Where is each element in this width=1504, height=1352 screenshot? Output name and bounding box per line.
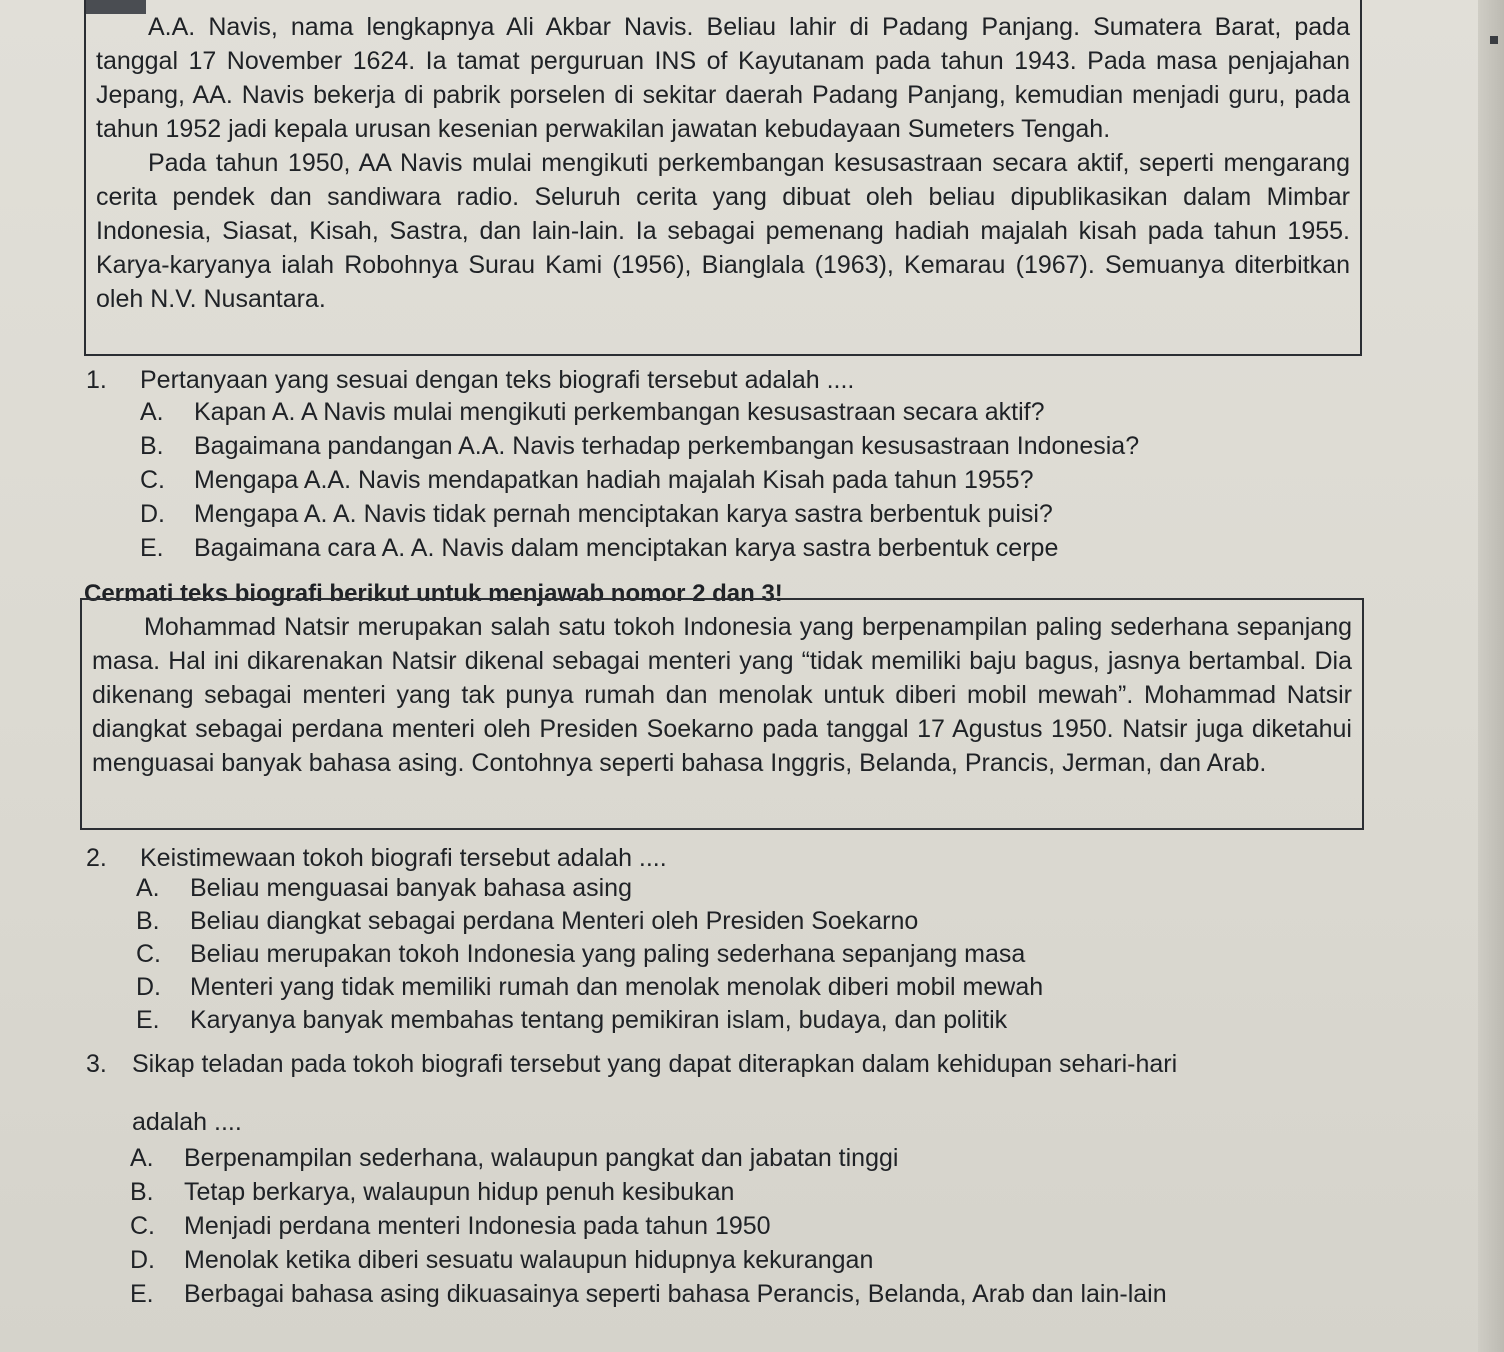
q2-option-d-letter: D. [136,973,161,1001]
edge-mark [1490,36,1498,44]
q3-option-d[interactable] [130,1244,873,1277]
q2-option-e-text: Karyanya banyak membahas tentang pemikiran islam, budaya, dan politik [190,1006,1008,1034]
q2-option-a-letter: A. [136,874,160,902]
q3-option-a-text: Berpenampilan sederhana, walaupun pangkat dan jabatan tinggi [184,1144,899,1172]
q3-option-c[interactable] [130,1210,771,1243]
question-3-text-line-2: adalah .... [132,1108,242,1136]
q1-option-c-text: Mengapa A.A. Navis mendapatkan hadiah majalah Kisah pada tahun 1955? [194,466,1034,494]
question-1-text: Pertanyaan yang sesuai dengan teks biografi tersebut adalah .... [140,366,855,394]
q2-option-c-letter: C. [136,940,161,968]
q3-option-d-letter: D. [130,1246,155,1274]
q3-option-a[interactable] [130,1142,898,1175]
page-edge [1478,0,1504,1352]
question-3-text: Sikap teladan pada tokoh biografi tersebut yang dapat diterapkan dalam kehidupan sehari-hari [132,1050,1178,1078]
q3-option-d-text: Menolak ketika diberi sesuatu walaupun hidupnya kekurangan [184,1246,874,1274]
q1-option-d-letter: D. [140,500,165,528]
question-2 [86,842,667,875]
q2-option-d[interactable] [136,971,1043,1004]
question-2-number: 2. [86,844,107,872]
q3-option-c-letter: C. [130,1212,155,1240]
q3-option-b-text: Tetap berkarya, walaupun hidup penuh kesibukan [184,1178,735,1206]
q3-option-b[interactable] [130,1176,734,1209]
q1-option-d-text: Mengapa A. A. Navis tidak pernah menciptakan karya sastra berbentuk puisi? [194,500,1053,528]
q2-option-a[interactable] [136,872,632,905]
question-1-number: 1. [86,366,107,394]
q2-option-d-text: Menteri yang tidak memiliki rumah dan menolak menolak diberi mobil mewah [190,973,1044,1001]
q1-option-a[interactable] [140,396,1044,429]
question-3 [86,1048,1177,1081]
q1-option-e[interactable] [140,532,1058,565]
question-1 [86,364,854,397]
q2-option-e[interactable] [136,1004,1007,1037]
q3-option-c-text: Menjadi perdana menteri Indonesia pada tahun 1950 [184,1212,771,1240]
navis-paragraph-1: A.A. Navis, nama lengkapnya Ali Akbar Navis. Beliau lahir di Padang Panjang. Sumatera Barat, pada tanggal 17 November 1624. Ia tamat perguruan INS of Kayutanam pada tahun 1943. Pada masa penjajahan Jepang, AA. Navis bekerja di pabrik porselen di sekitar daerah Padang Panjang, kemudian menjadi guru, pada tahun 1952 jadi kepala urusan kesenian perwakilan jawatan kebudayaan Sumeters Tengah. [96,13,1350,143]
q1-option-c[interactable] [140,464,1034,497]
q3-option-e-letter: E. [130,1280,154,1308]
q1-option-d[interactable] [140,498,1053,531]
question-2-text: Keistimewaan tokoh biografi tersebut adalah .... [140,844,667,872]
q1-option-e-text: Bagaimana cara A. A. Navis dalam menciptakan karya sastra berbentuk cerpe [194,534,1059,562]
q1-option-b[interactable] [140,430,1139,463]
q1-option-a-text: Kapan A. A Navis mulai mengikuti perkembangan kesusastraan secara aktif? [194,398,1045,426]
q2-option-c-text: Beliau merupakan tokoh Indonesia yang paling sederhana sepanjang masa [190,940,1026,968]
instruction-heading: Cermati teks biografi berikut untuk menjawab nomor 2 dan 3! [84,580,783,607]
natsir-paragraph: Mohammad Natsir merupakan salah satu tokoh Indonesia yang berpenampilan paling sederhana sepanjang masa. Hal ini dikarenakan Natsir dikenal sebagai menteri yang “tidak memiliki baju bagus, jasnya bertambal. Dia dikenang sebagai menteri yang tak punya rumah dan menolak untuk diberi mobil mewah”. Mohammad Natsir diangkat sebagai perdana menteri oleh Presiden Soekarno pada tanggal 17 Agustus 1950. Natsir juga diketahui menguasai banyak bahasa asing. Contohnya seperti bahasa Inggris, Belanda, Prancis, Jerman, dan Arab. [92,613,1352,777]
navis-paragraph-2: Pada tahun 1950, AA Navis mulai mengikuti perkembangan kesusastraan secara aktif, seperti mengarang cerita pendek dan sandiwara radio. Seluruh cerita yang dibuat oleh beliau dipublikasikan dalam Mimbar Indonesia, Siasat, Kisah, Sastra, dan lain-lain. Ia sebagai pemenang hadiah majalah kisah pada tahun 1955. Karya-karyanya ialah Robohnya Surau Kami (1956), Bianglala (1963), Kemarau (1967). Semuanya diterbitkan oleh N.V. Nusantara. [96,149,1350,313]
q2-option-b[interactable] [136,905,918,938]
q3-option-a-letter: A. [130,1144,154,1172]
biography-box-natsir [80,598,1364,830]
question-3-number: 3. [86,1050,107,1078]
q1-option-b-letter: B. [140,432,164,460]
q2-option-b-letter: B. [136,907,160,935]
q1-option-e-letter: E. [140,534,164,562]
q3-option-e[interactable] [130,1278,1167,1311]
q1-option-c-letter: C. [140,466,165,494]
q2-option-b-text: Beliau diangkat sebagai perdana Menteri oleh Presiden Soekarno [190,907,919,935]
q1-option-b-text: Bagaimana pandangan A.A. Navis terhadap perkembangan kesusastraan Indonesia? [194,432,1140,460]
q2-option-c[interactable] [136,938,1025,971]
q2-option-a-text: Beliau menguasai banyak bahasa asing [190,874,632,902]
q2-option-e-letter: E. [136,1006,160,1034]
q3-option-b-letter: B. [130,1178,154,1206]
biography-box-navis [84,0,1362,356]
q3-option-e-text: Berbagai bahasa asing dikuasainya seperti bahasa Perancis, Belanda, Arab dan lain-lain [184,1280,1167,1308]
q1-option-a-letter: A. [140,398,164,426]
